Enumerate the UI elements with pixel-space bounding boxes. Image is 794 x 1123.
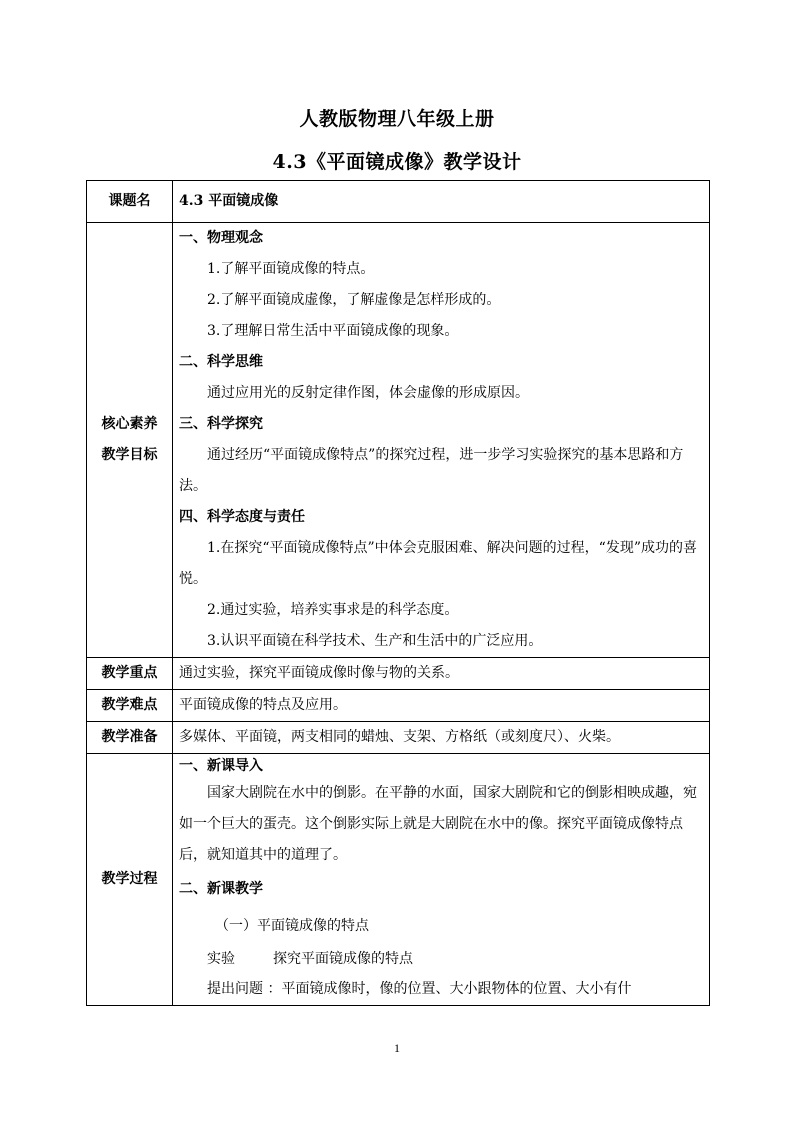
section-heading: 四、科学态度与责任: [179, 509, 305, 525]
question-line: 提出问题 ：平面镜成像时，像的位置、大小跟物体的位置、大小有什: [207, 981, 632, 997]
topic-row: [87, 181, 710, 223]
preparation-label: 教学准备: [87, 722, 173, 754]
goal-item: 通过应用光的反射定律作图，体会虚像的形成原因。: [207, 385, 529, 401]
section-heading: 一、新课导入: [179, 758, 263, 774]
goal-item: 3.认识平面镜在科学技术、生产和生活中的广泛应用。: [207, 633, 543, 649]
experiment-label: 实验: [207, 951, 235, 967]
section-heading: 三、科学探究: [179, 416, 263, 432]
preparation-row: [87, 722, 710, 754]
goal-item: 通过经历“平面镜成像特点”的探究过程，进一步学习实验探究的基本思路和方法。: [179, 447, 684, 494]
goal-item: 2.通过实验，培养实事求是的科学态度。: [207, 602, 459, 618]
key-point-row: [87, 658, 710, 690]
goal-item: 1.在探究“平面镜成像特点”中体会克服困难、解决问题的过程，“发现”成功的喜悦。: [179, 540, 697, 587]
sub-heading: （一）平面镜成像的特点: [215, 918, 369, 934]
goal-item: 3.了理解日常生活中平面镜成像的现象。: [207, 323, 459, 339]
topic-value: 4.3 平面镜成像: [173, 181, 710, 223]
document-title: 人教版物理八年级上册: [299, 108, 495, 130]
difficulty-value: 平面镜成像的特点及应用。: [173, 690, 710, 722]
goals-row: [87, 223, 710, 658]
section-heading: 二、新课教学: [179, 881, 263, 897]
key-point-label: 教学重点: [87, 658, 173, 690]
experiment-line: [179, 945, 703, 974]
section-heading: 二、科学思维: [179, 354, 263, 370]
difficulty-label: 教学难点: [87, 690, 173, 722]
key-point-value: 通过实验，探究平面镜成像时像与物的关系。: [173, 658, 710, 690]
preparation-value: 多媒体、平面镜，两支相同的蜡烛、支架、方格纸（或刻度尺）、火柴。: [173, 722, 710, 754]
goals-label: 核心素养 教学目标: [87, 223, 173, 658]
process-content: [173, 754, 710, 1006]
lesson-plan-table: [86, 180, 710, 1006]
intro-paragraph: 国家大剧院在水中的倒影。在平静的水面，国家大剧院和它的倒影相映成趣，宛如一个巨大的蛋壳。这个倒影实际上就是大剧院在水中的像。探究平面镜成像特点后，就知道其中的道理了。: [179, 785, 697, 863]
goals-content: [173, 223, 710, 658]
document-subtitle: 4.3《平面镜成像》教学设计: [272, 151, 522, 173]
topic-label: 课题名: [87, 181, 173, 223]
experiment-title: 探究平面镜成像的特点: [273, 951, 413, 967]
difficulty-row: [87, 690, 710, 722]
process-row: [87, 754, 710, 1006]
goal-item: 1.了解平面镜成像的特点。: [207, 261, 375, 277]
page-number: 1: [394, 1041, 400, 1055]
process-label: 教学过程: [87, 754, 173, 1006]
section-heading: 一、物理观念: [179, 230, 263, 246]
goal-item: 2.了解平面镜成虚像，了解虚像是怎样形成的。: [207, 292, 501, 308]
